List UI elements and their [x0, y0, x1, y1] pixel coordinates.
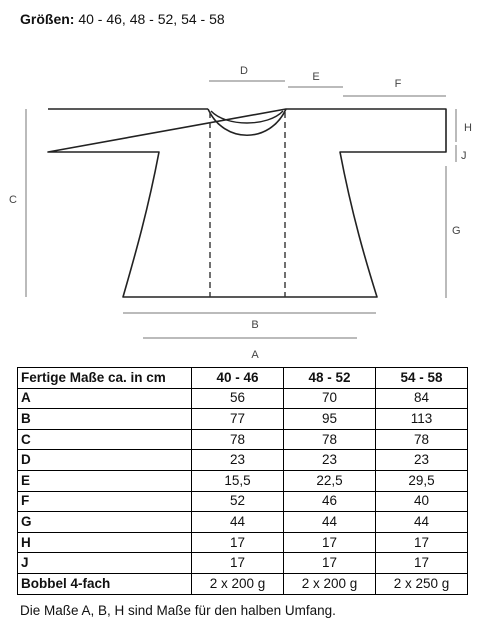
label-g: G	[452, 225, 461, 237]
sizes-label: Größen:	[20, 11, 75, 27]
table-row	[18, 532, 468, 553]
row-value: 2 x 200 g	[192, 573, 284, 594]
sizes-value: 40 - 46, 48 - 52, 54 - 58	[78, 11, 225, 27]
row-value: 2 x 250 g	[376, 573, 468, 594]
row-value: 29,5	[376, 470, 468, 491]
row-value: 56	[192, 388, 284, 409]
row-value: 2 x 200 g	[284, 573, 376, 594]
label-a: A	[251, 349, 259, 361]
table-row	[18, 388, 468, 409]
header-size-1: 40 - 46	[192, 368, 284, 389]
row-value: 23	[192, 450, 284, 471]
row-value: 23	[284, 450, 376, 471]
row-value: 113	[376, 409, 468, 430]
row-label: H	[18, 532, 192, 553]
table-row	[18, 429, 468, 450]
row-label: Bobbel 4-fach	[18, 573, 192, 594]
row-value: 17	[284, 553, 376, 574]
row-value: 40	[376, 491, 468, 512]
garment-diagram	[0, 55, 490, 365]
row-value: 46	[284, 491, 376, 512]
row-value: 52	[192, 491, 284, 512]
label-b: B	[251, 319, 259, 331]
row-value: 17	[376, 532, 468, 553]
row-value: 95	[284, 409, 376, 430]
label-j: J	[461, 150, 467, 162]
table-row	[18, 409, 468, 430]
table-row	[18, 491, 468, 512]
row-value: 23	[376, 450, 468, 471]
row-value: 70	[284, 388, 376, 409]
row-label: D	[18, 450, 192, 471]
measurements-table	[17, 367, 468, 595]
row-value: 78	[376, 429, 468, 450]
table-row	[18, 553, 468, 574]
row-label: J	[18, 553, 192, 574]
row-label: E	[18, 470, 192, 491]
row-value: 17	[192, 532, 284, 553]
table-header-row	[18, 368, 468, 389]
row-label: B	[18, 409, 192, 430]
table-row	[18, 573, 468, 594]
label-f: F	[394, 78, 402, 90]
row-label: C	[18, 429, 192, 450]
row-value: 78	[192, 429, 284, 450]
row-label: A	[18, 388, 192, 409]
header-size-2: 48 - 52	[284, 368, 376, 389]
row-value: 44	[192, 512, 284, 533]
row-label: G	[18, 512, 192, 533]
table-row	[18, 512, 468, 533]
row-value: 77	[192, 409, 284, 430]
label-e: E	[312, 71, 320, 83]
sizes-line	[20, 11, 225, 27]
row-value: 17	[192, 553, 284, 574]
row-value: 84	[376, 388, 468, 409]
row-value: 17	[284, 532, 376, 553]
row-value: 15,5	[192, 470, 284, 491]
label-h: H	[464, 122, 472, 134]
neckline-outer	[208, 109, 286, 135]
table-row	[18, 450, 468, 471]
header-label: Fertige Maße ca. in cm	[18, 368, 192, 389]
row-value: 17	[376, 553, 468, 574]
footnote: Die Maße A, B, H sind Maße für den halben Umfang.	[20, 603, 336, 618]
garment-outline	[48, 109, 446, 297]
row-value: 44	[376, 512, 468, 533]
header-size-3: 54 - 58	[376, 368, 468, 389]
row-value: 78	[284, 429, 376, 450]
row-label: F	[18, 491, 192, 512]
row-value: 22,5	[284, 470, 376, 491]
table-row	[18, 470, 468, 491]
label-c: C	[9, 194, 17, 206]
label-d: D	[240, 65, 248, 77]
row-value: 44	[284, 512, 376, 533]
